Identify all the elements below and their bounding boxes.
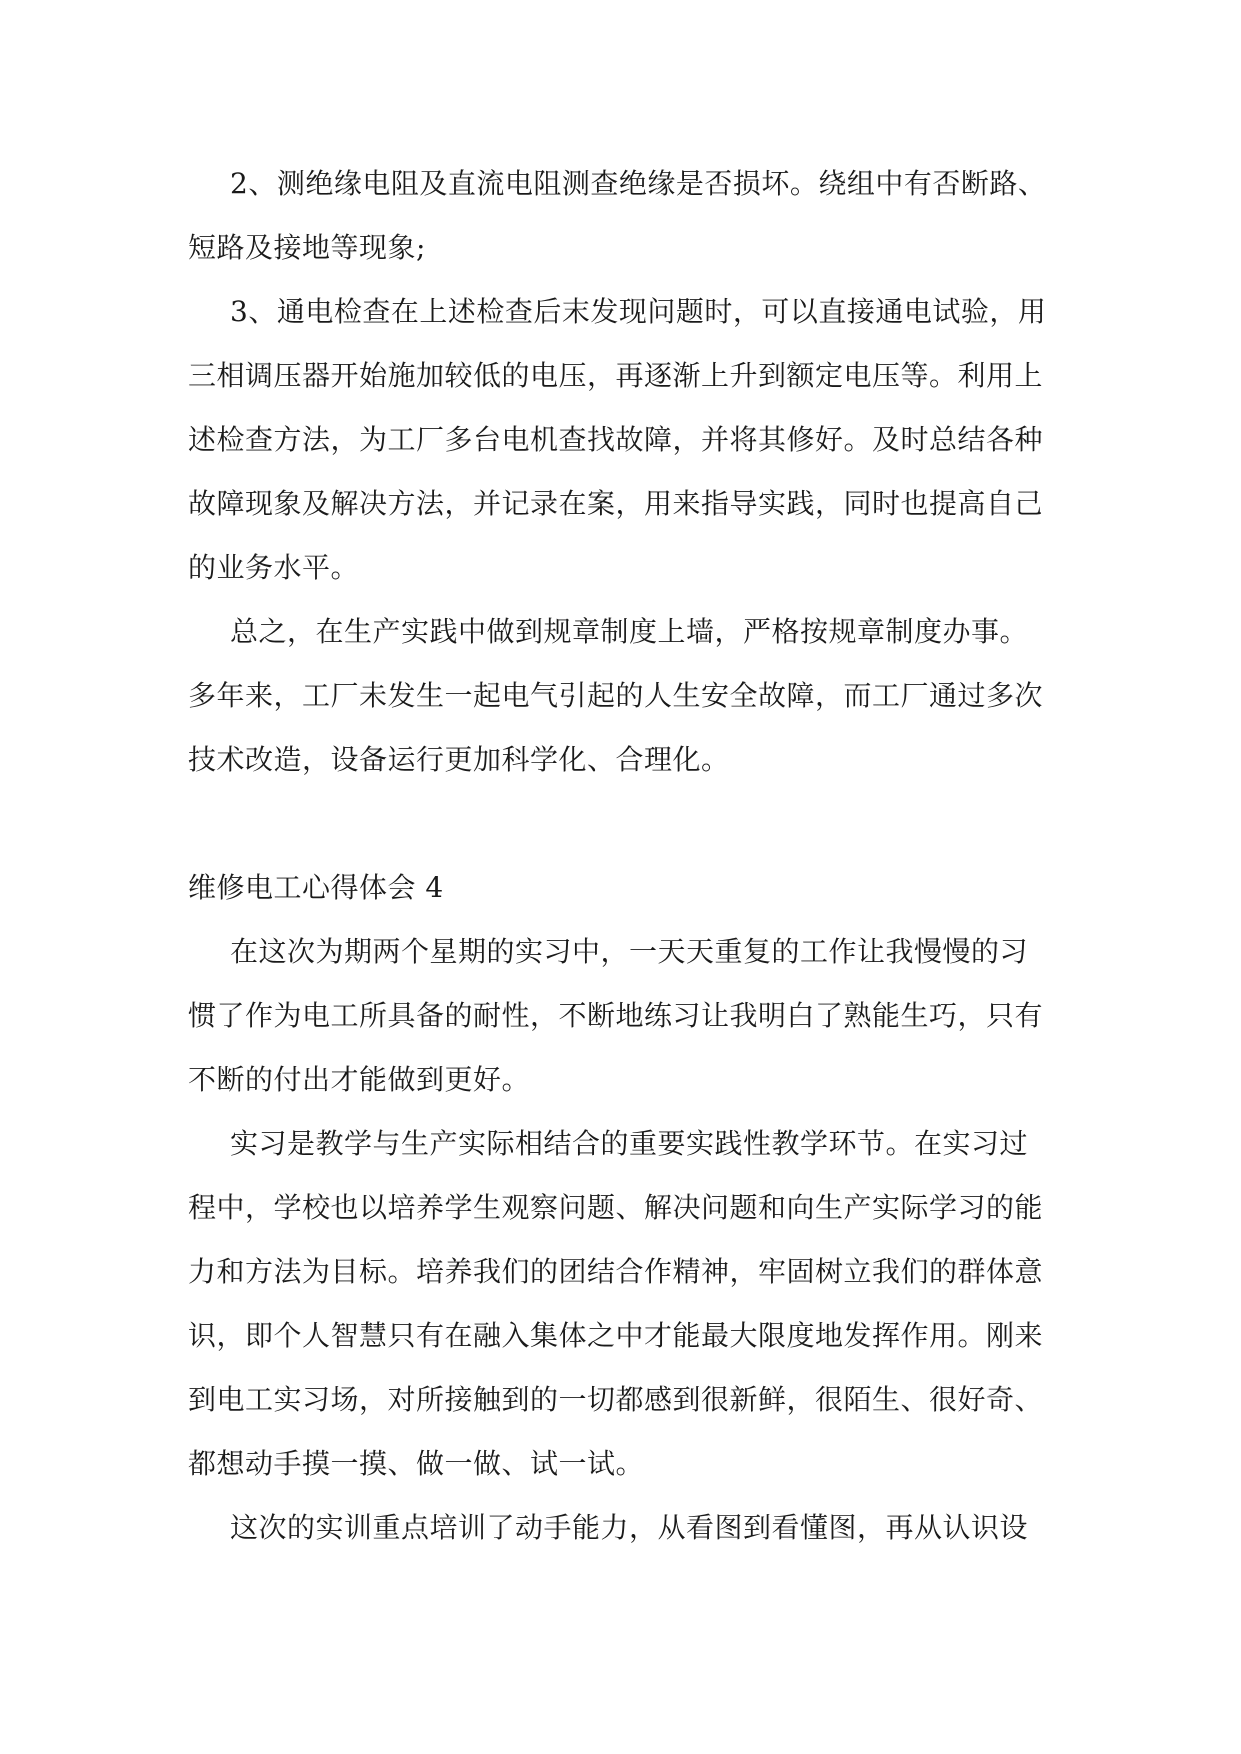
section-heading: 维修电工心得体会 4 (188, 871, 444, 904)
paragraph-training-focus (188, 1496, 1068, 1560)
text-line: 述检查方法，为工厂多台电机查找故障，并将其修好。及时总结各种 (188, 423, 1044, 456)
paragraph-summary (188, 600, 1068, 792)
text-line: 不断的付出才能做到更好。 (188, 1063, 531, 1096)
section-gap (188, 792, 1068, 856)
text-line: 在这次为期两个星期的实习中，一天天重复的工作让我慢慢的习 (230, 935, 1029, 968)
text-line: 多年来，工厂未发生一起电气引起的人生安全故障，而工厂通过多次 (188, 679, 1044, 712)
text-line: 实习是教学与生产实际相结合的重要实践性教学环节。在实习过 (230, 1127, 1029, 1160)
text-line: 三相调压器开始施加较低的电压，再逐渐上升到额定电压等。利用上 (188, 359, 1044, 392)
text-line: 2、测绝缘电阻及直流电阻测查绝缘是否损坏。绕组中有否断路、 (230, 167, 1047, 200)
paragraph-internship-intro (188, 920, 1068, 1112)
text-line: 技术改造，设备运行更加科学化、合理化。 (188, 743, 730, 776)
text-line: 故障现象及解决方法，并记录在案，用来指导实践，同时也提高自己 (188, 487, 1044, 520)
text-line: 程中，学校也以培养学生观察问题、解决问题和向生产实际学习的能 (188, 1191, 1044, 1224)
text-line: 力和方法为目标。培养我们的团结合作精神，牢固树立我们的群体意 (188, 1255, 1044, 1288)
paragraph-internship-purpose (188, 1112, 1068, 1496)
text-line: 到电工实习场，对所接触到的一切都感到很新鲜，很陌生、很好奇、 (188, 1383, 1044, 1416)
document-body (188, 152, 1068, 1560)
text-line: 短路及接地等现象; (188, 231, 426, 264)
paragraph-insulation-test (188, 152, 1068, 280)
text-line: 都想动手摸一摸、做一做、试一试。 (188, 1447, 645, 1480)
text-line: 的业务水平。 (188, 551, 360, 584)
text-line: 3、通电检查在上述检查后末发现问题时，可以直接通电试验，用 (230, 295, 1047, 328)
text-line: 识，即个人智慧只有在融入集体之中才能最大限度地发挥作用。刚来 (188, 1319, 1044, 1352)
text-line: 这次的实训重点培训了动手能力，从看图到看懂图，再从认识设 (230, 1511, 1029, 1544)
text-line: 惯了作为电工所具备的耐性，不断地练习让我明白了熟能生巧，只有 (188, 999, 1044, 1032)
text-line: 总之，在生产实践中做到规章制度上墙，严格按规章制度办事。 (230, 615, 1029, 648)
paragraph-power-test (188, 280, 1068, 600)
